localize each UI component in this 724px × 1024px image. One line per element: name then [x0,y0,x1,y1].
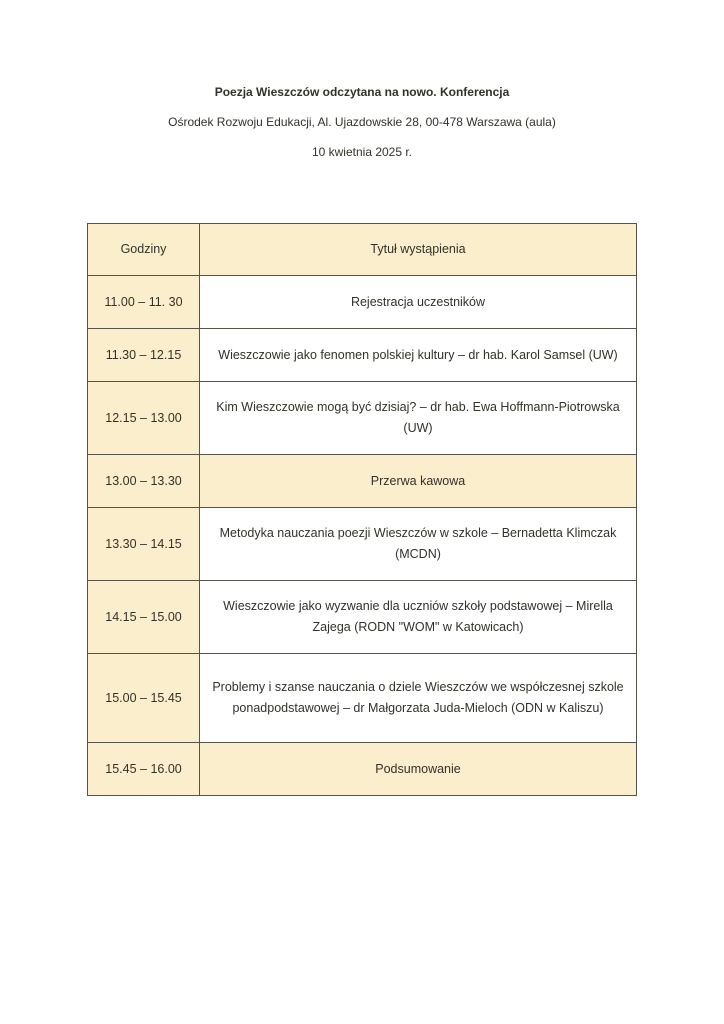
schedule-table [87,223,637,796]
time-cell: 14.15 – 15.00 [88,581,200,654]
table-row [88,654,637,743]
document-header [0,86,724,159]
time-cell: 13.30 – 14.15 [88,508,200,581]
document-title: Poezja Wieszczów odczytana na nowo. Konferencja [214,85,510,99]
table-row [88,276,637,329]
document-venue: Ośrodek Rozwoju Edukacji, Al. Ujazdowskie 28, 00-478 Warszawa (aula) [168,115,556,129]
title-cell: Kim Wieszczowie mogą być dzisiaj? – dr hab. Ewa Hoffmann-Piotrowska (UW) [200,382,637,455]
table-row [88,455,637,508]
table-row [88,329,637,382]
time-cell: 15.00 – 15.45 [88,654,200,743]
table-header-row [88,224,637,276]
table-row [88,743,637,796]
title-cell: Przerwa kawowa [200,455,637,508]
column-header-time: Godziny [88,224,200,276]
time-cell: 12.15 – 13.00 [88,382,200,455]
time-cell: 11.30 – 12.15 [88,329,200,382]
table-row [88,581,637,654]
title-cell: Wieszczowie jako wyzwanie dla uczniów szkoły podstawowej – Mirella Zajega (RODN "WOM" w Katowicach) [200,581,637,654]
time-cell: 11.00 – 11. 30 [88,276,200,329]
title-cell: Problemy i szanse nauczania o dziele Wieszczów we współczesnej szkole ponadpodstawowej – dr Małgorzata Juda-Mieloch (ODN w Kaliszu) [200,654,637,743]
title-cell: Wieszczowie jako fenomen polskiej kultury – dr hab. Karol Samsel (UW) [200,329,637,382]
table-row [88,508,637,581]
title-cell: Rejestracja uczestników [200,276,637,329]
document-date: 10 kwietnia 2025 r. [311,145,413,159]
column-header-title: Tytuł wystąpienia [200,224,637,276]
title-cell: Podsumowanie [200,743,637,796]
title-cell: Metodyka nauczania poezji Wieszczów w szkole – Bernadetta Klimczak (MCDN) [200,508,637,581]
time-cell: 15.45 – 16.00 [88,743,200,796]
time-cell: 13.00 – 13.30 [88,455,200,508]
table-row [88,382,637,455]
